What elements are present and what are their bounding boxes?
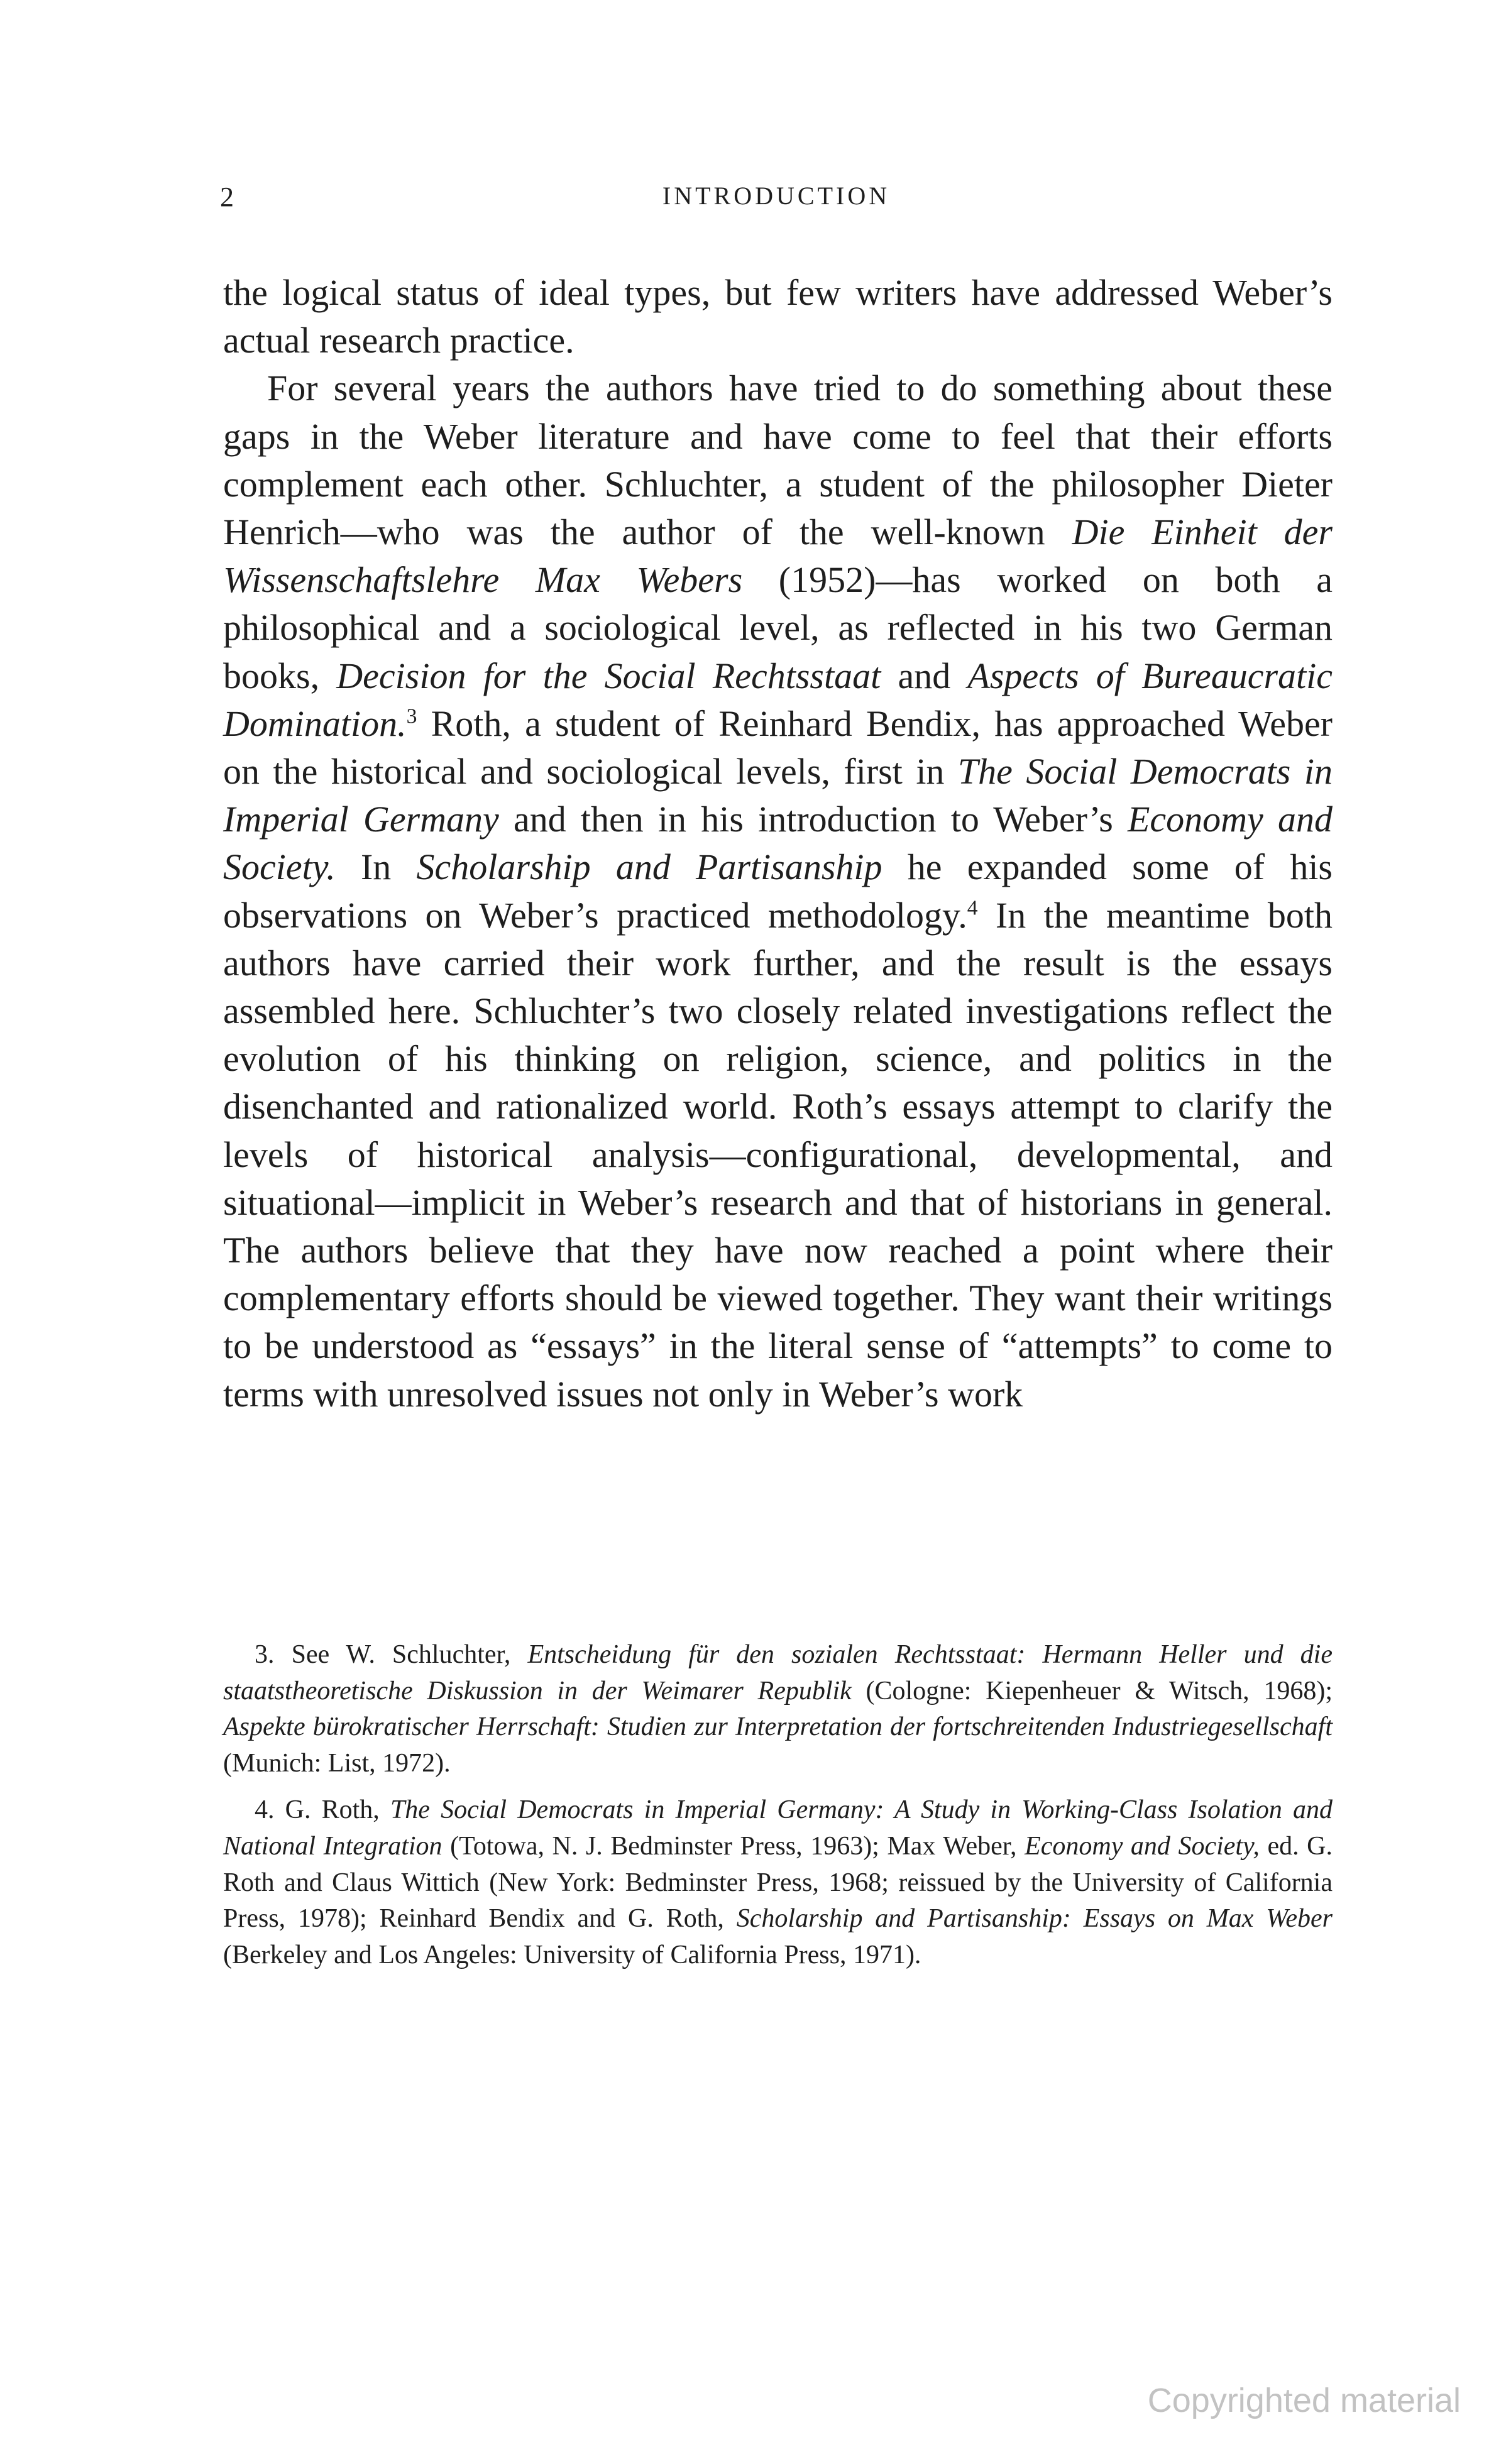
book-title: Die Einheit der Wissenschaftslehre Max Webers bbox=[223, 512, 1333, 601]
text-span: In the meantime both authors have carried their work further, and the result is the essays assembled here. Schluchter’s two closely related investigations reflect the evolution of his thinking on religion, science, and politics in the disenchanted and rationalized world. Roth’s essays attempt to clarify the levels of historical analysis—configurational, developmental, and situational—implicit in Weber’s research and that of historians in general. The authors believe that they have now reached a point where their complementary efforts should be viewed together. They want their writings to be understood as “essays” in the literal sense of “attempts” to come to terms with unresolved issues not only in Weber’s work bbox=[223, 894, 1333, 1415]
footnotes bbox=[223, 1637, 1333, 1984]
text-span: (Totowa, N. J. Bedminster Press, 1963); Max Weber, bbox=[442, 1831, 1025, 1861]
text-span: 4. G. Roth, bbox=[255, 1795, 390, 1825]
book-title: Entscheidung für den sozialen Rechtsstaat: Hermann Heller und die staatstheoretische Diskussion in der Weimarer Republik bbox=[223, 1640, 1333, 1706]
text-span: (Berkeley and Los Angeles: University of California Press, 1971). bbox=[223, 1940, 921, 1969]
paragraph-continued: the logical status of ideal types, but few writers have addressed Weber’s actual research practice. bbox=[223, 272, 1333, 361]
text-span: 3. See W. Schluchter, bbox=[255, 1640, 528, 1669]
text-span: ed. G. Roth and Claus Wittich (New York: Bedminster Press, 1968; reissued by the University of California Press, 1978); Reinhard Bendix and G. Roth, bbox=[223, 1831, 1333, 1934]
text-span: For several years the authors have tried to do something about these gaps in the Weber literature and have come to feel that their efforts complement each other. Schluchter, a student of the philosopher Dieter Henrich—who was the author of the well-known bbox=[223, 368, 1333, 553]
book-title: The Social Democrats in Imperial Germany bbox=[223, 751, 1333, 840]
book-title: Aspekte bürokratischer Herrschaft: Studien zur Interpretation der fortschreitenden Industriegesellschaft bbox=[223, 1712, 1333, 1742]
text-span: Roth, a student of Reinhard Bendix, has approached Weber on the historical and sociological levels, first in bbox=[223, 703, 1333, 792]
text-span: he expanded some of his observations on Weber’s practiced methodology. bbox=[223, 846, 1333, 936]
book-title: Aspects of Bureaucratic Domination. bbox=[223, 655, 1333, 744]
text-span: (Munich: List, 1972). bbox=[223, 1748, 451, 1778]
page-number: 2 bbox=[220, 182, 234, 212]
copyright-watermark: Copyrighted material bbox=[1147, 2382, 1461, 2419]
book-title: Economy and Society, bbox=[1025, 1831, 1260, 1861]
footnote-ref-4: 4 bbox=[967, 896, 978, 920]
running-title: INTRODUCTION bbox=[662, 182, 891, 210]
book-title: Scholarship and Partisanship bbox=[416, 846, 882, 888]
text-span: In bbox=[335, 846, 417, 888]
book-title: Economy and Society. bbox=[223, 799, 1333, 888]
text-span: and then in his introduction to Weber’s bbox=[498, 799, 1128, 840]
body-text bbox=[223, 269, 1333, 1418]
running-head bbox=[220, 181, 1333, 219]
paragraph-authors bbox=[223, 364, 1333, 1418]
footnote-ref-3: 3 bbox=[406, 704, 417, 728]
footnote-3 bbox=[223, 1637, 1333, 1782]
text-span: (Cologne: Kiepenheuer & Witsch, 1968); bbox=[851, 1676, 1333, 1706]
text-span: and bbox=[881, 655, 968, 696]
book-title: The Social Democrats in Imperial Germany: A Study in Working-Class Isolation and National Integration bbox=[223, 1795, 1333, 1861]
book-title: Scholarship and Partisanship: Essays on Max Weber bbox=[736, 1904, 1333, 1934]
text-span: (1952)—has worked on both a philosophical and a sociological level, as reflected in his two German books, bbox=[223, 559, 1333, 696]
book-title: Decision for the Social Rechtsstaat bbox=[336, 655, 881, 696]
footnote-4 bbox=[223, 1792, 1333, 1973]
